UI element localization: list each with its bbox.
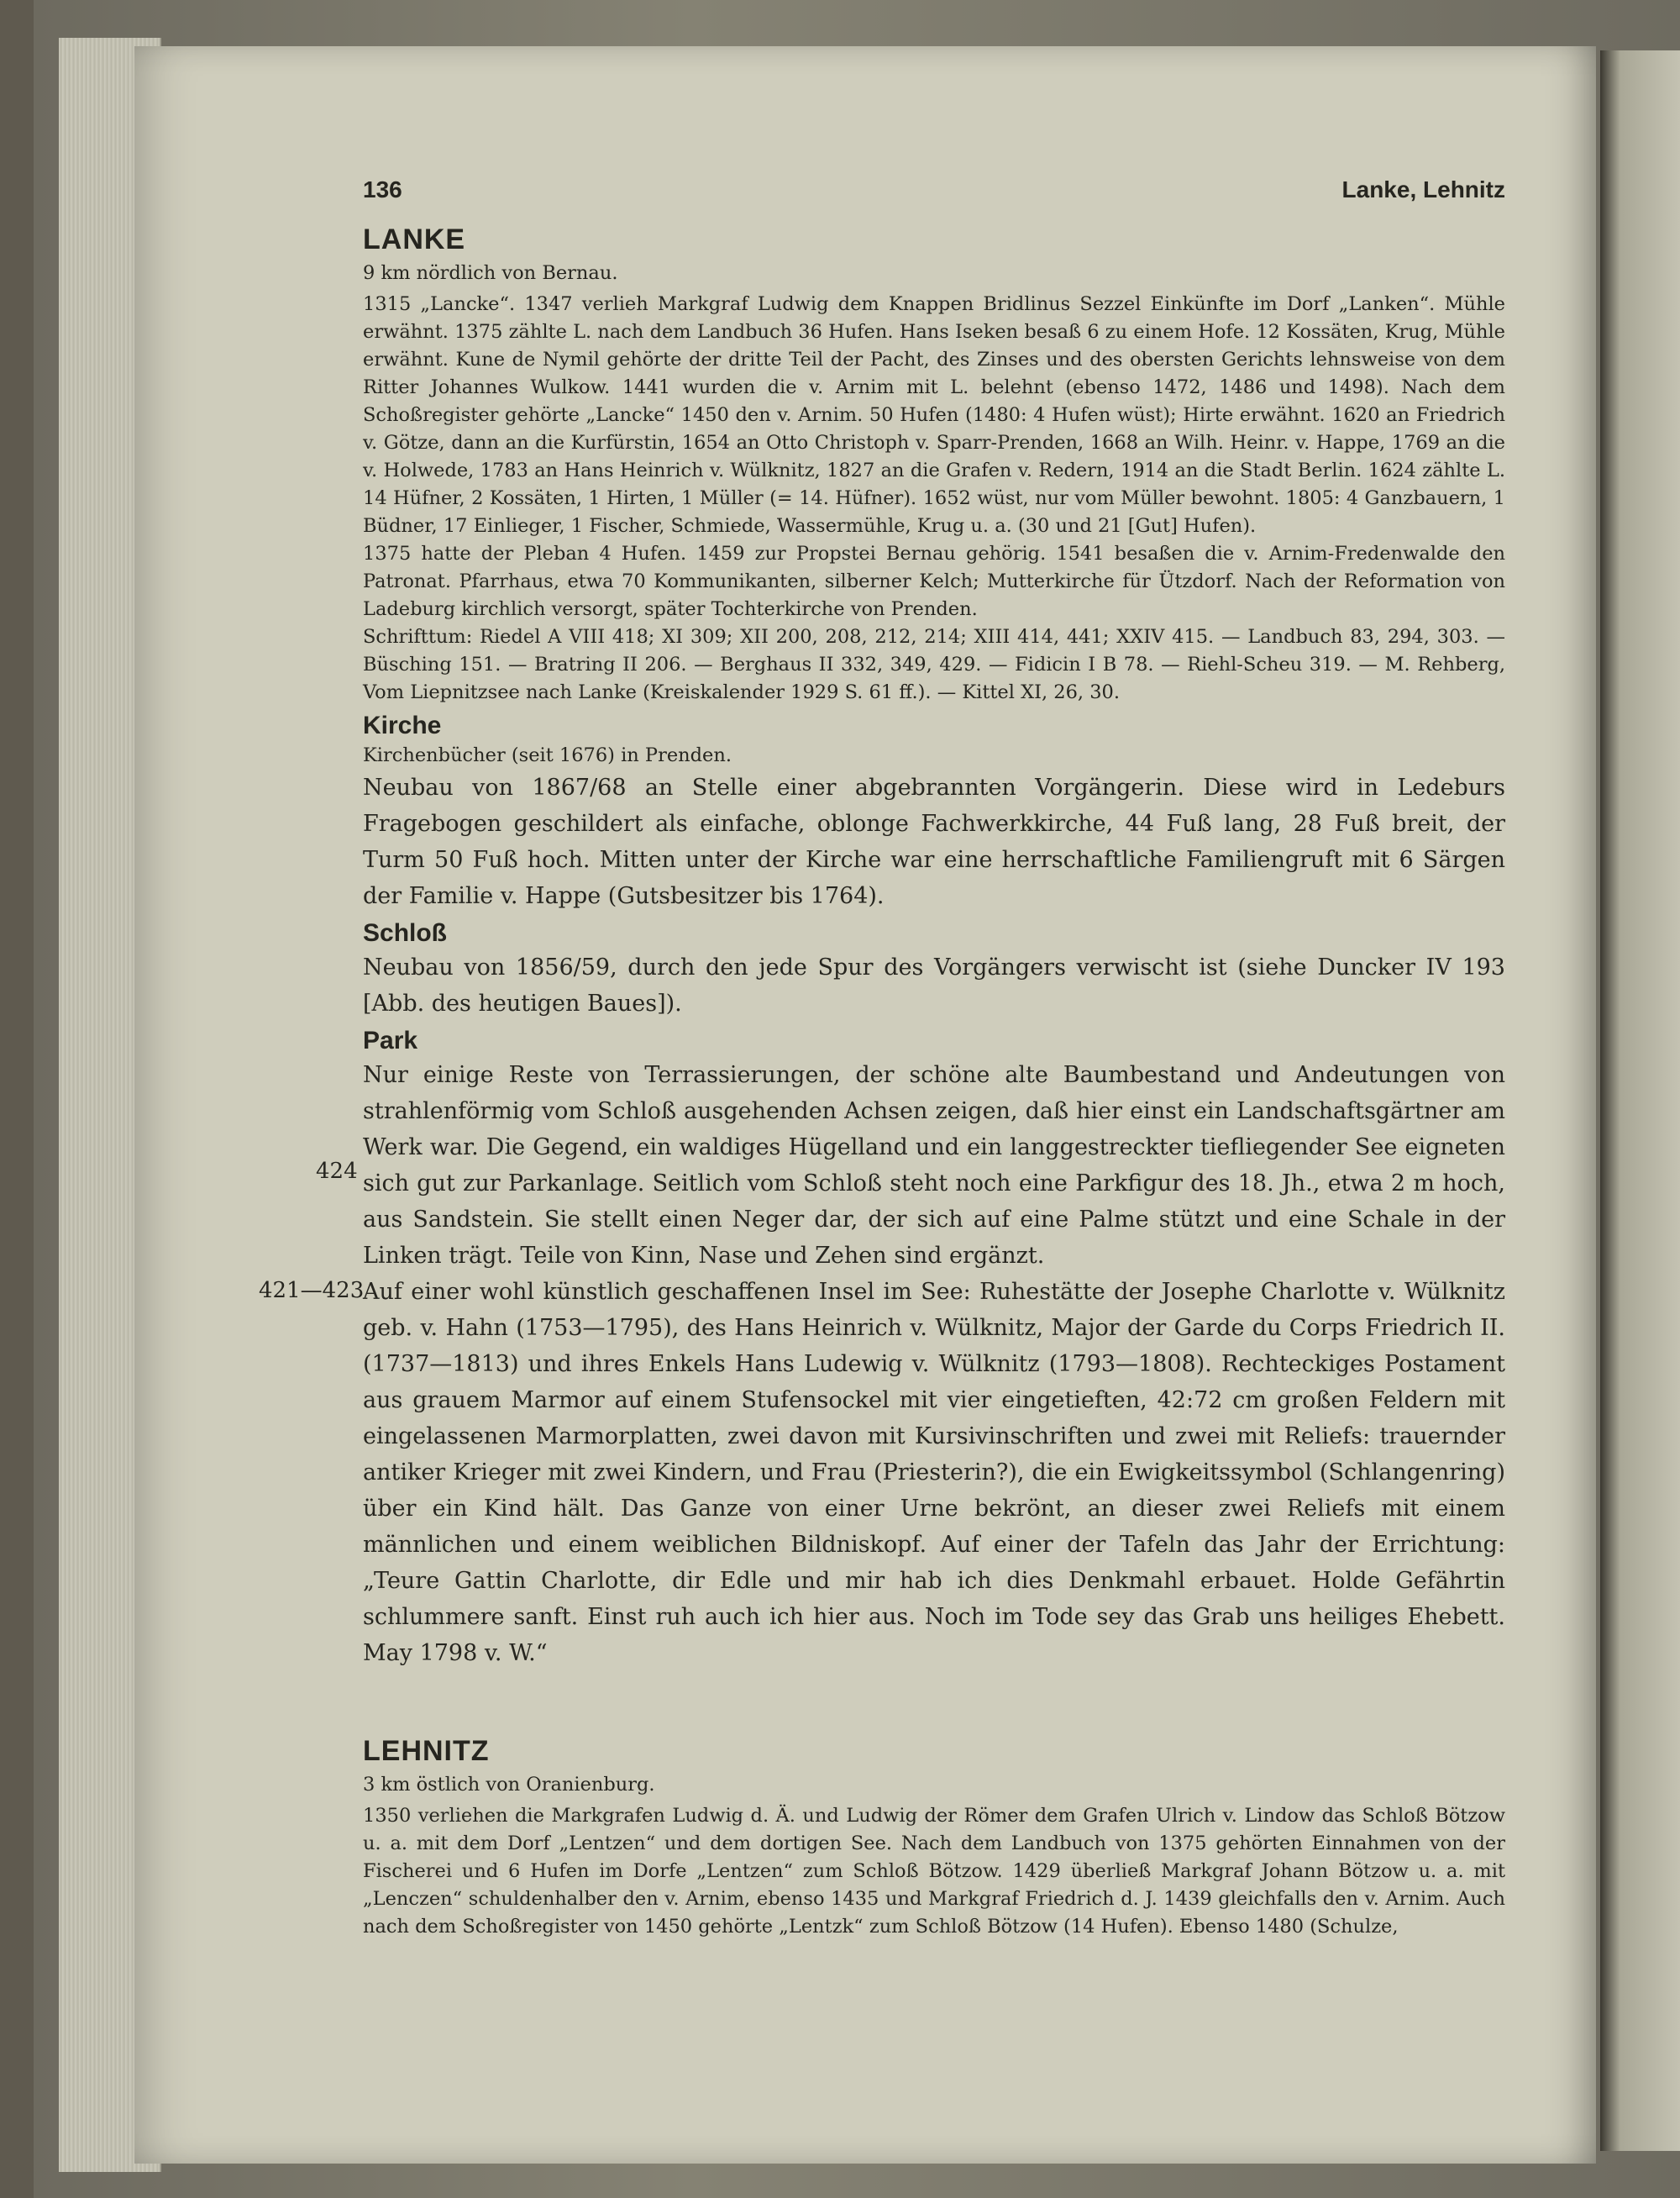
section-kirche [363, 712, 1505, 914]
kirche-text: Neubau von 1867/68 an Stelle einer abgebrannten Vorgängerin. Diese wird in Ledeburs Fragebogen geschildert als einfache, oblonge Fachwerkkirche, 44 Fuß lang, 28 Fuß breit, der Turm 50 Fuß hoch. Mitten unter der Kirche war eine herrschaftliche Familiengruft mit 6 Särgen der Familie v. Happe (Gutsbesitzer bis 1764). [363, 775, 1505, 909]
page-content [259, 176, 1505, 1941]
lanke-church-history: 1375 hatte der Pleban 4 Hufen. 1459 zur Propstei Bernau gehörig. 1541 besaßen die v. Arnim-Fredenwalde den Patronat. Pfarrhaus, etwa 70 Kommunikanten, silberner Kelch; Mutterkirche für Ützdorf. Nach der Reformation von Ladeburg kirchlich versorgt, später Tochterkirche von Prenden. [363, 543, 1505, 620]
section-schloss [363, 919, 1505, 1022]
lanke-location: 9 km nördlich von Bernau. [363, 262, 618, 284]
kirche-heading: Kirche [363, 712, 442, 739]
lanke-heading: LANKE [363, 223, 466, 255]
lehnitz-history: 1350 verliehen die Markgrafen Ludwig d. Ä. und Ludwig der Römer dem Grafen Ulrich v. Lindow das Schloß Bötzow u. a. mit dem Dorf „Lentzen“ und dem dortigen See. Nach dem Landbuch von 1375 gehörten Einnahmen von der Fischerei und 6 Hufen im Dorfe „Lentzen“ zum Schloß Bötzow. 1429 überließ Markgraf Johann Bötzow u. a. mit „Lenczen“ schuldenhalber den v. Arnim, ebenso 1435 und Markgraf Friedrich d. J. 1439 gleichfalls den v. Arnim. Auch nach dem Schoßregister von 1450 gehörte „Lentzk“ zum Schloß Bötzow (14 Hufen). Ebenso 1480 (Schulze, [363, 1805, 1505, 1938]
lanke-history: 1315 „Lancke“. 1347 verlieh Markgraf Ludwig dem Knappen Bridlinus Sezzel Einkünfte im Dorf „Lanken“. Mühle erwähnt. 1375 zählte L. nach dem Landbuch 36 Hufen. Hans Iseken besaß 6 zu einem Hofe. 12 Kossäten, Krug, Mühle erwähnt. Kune de Nymil gehörte der dritte Teil der Pacht, des Zinses und des obersten Gerichts lehnsweise von dem Ritter Johannes Wulkow. 1441 wurden die v. Arnim mit L. belehnt (ebenso 1472, 1486 und 1498). Nach dem Schoßregister gehörte „Lancke“ 1450 den v. Arnim. 50 Hufen (1480: 4 Hufen wüst); Hirte erwähnt. 1620 an Friedrich v. Götze, dann an die Kurfürstin, 1654 an Otto Christoph v. Sparr-Prenden, 1668 an Wilh. Heinr. v. Happe, 1769 an die v. Holwede, 1783 an Hans Heinrich v. Wülknitz, 1827 an die Grafen v. Redern, 1914 an die Stadt Berlin. 1624 zählte L. 14 Hüfner, 2 Kossäten, 1 Hirten, 1 Müller (= 14. Hüfner). 1652 wüst, nur vom Müller bewohnt. 1805: 4 Ganzbauern, 1 Büdner, 17 Einlieger, 1 Fischer, Schmiede, Wassermühle, Krug u. a. (30 und 21 [Gut] Hufen). [363, 293, 1505, 537]
section-park [259, 1027, 1505, 1671]
park-paragraph-2-wrap [259, 1274, 1505, 1671]
park-heading: Park [363, 1027, 418, 1054]
park-text-2: Auf einer wohl künstlich geschaffenen Insel im See: Ruhestätte der Josephe Charlotte v. Wülknitz geb. v. Hahn (1753—1795), des Hans Heinrich v. Wülknitz, Major der Garde du Corps Friedrich II. (1737—1813) und ihres Enkels Hans Ludewig v. Wülknitz (1793—1808). Rechteckiges Postament aus grauem Marmor auf einem Stufensockel mit vier eingetieften, 42:72 cm großen Feldern mit eingelassenen Marmorplatten, zwei davon mit Kursivinschriften und zwei mit Reliefs: trauernder antiker Krieger mit zwei Kindern, und Frau (Priesterin?), die ein Ewigkeitssymbol (Schlangenring) über ein Kind hält. Das Ganze von einer Urne bekrönt, an dieser zwei Reliefs mit einem männlichen und einem weiblichen Bildniskopf. Auf einer der Tafeln das Jahr der Errichtung: „Teure Gattin Charlotte, dir Edle und mir hab ich dies Denkmahl erbauet. Holde Gefährtin schlummere sanft. Einst ruh auch ich hier aus. Noch im Tode sey das Grab uns heiliges Ehebett. May 1798 v. W.“ [363, 1279, 1505, 1666]
schloss-text: Neubau von 1856/59, durch den jede Spur des Vorgängers verwischt ist (siehe Duncker IV 193 [Abb. des heutigen Baues]). [363, 954, 1505, 1017]
park-text-1: Nur einige Reste von Terrassierungen, der schöne alte Baumbestand und Andeutungen von strahlenförmig vom Schloß ausgehenden Achsen zeigen, daß hier einst ein Landschaftsgärtner am Werk war. Die Gegend, ein waldiges Hügelland und ein langgestreckter tiefliegender See eigneten sich gut zur Parkanlage. Seitlich vom Schloß steht noch eine Parkfigur des 18. Jh., etwa 2 m hoch, aus Sandstein. Sie stellt einen Neger dar, der sich auf eine Palme stützt und eine Schale in der Linken trägt. Teile von Kinn, Nase und Zehen sind ergänzt. [363, 1062, 1505, 1269]
lehnitz-heading: LEHNITZ [363, 1735, 490, 1767]
schloss-heading: Schloß [363, 919, 448, 947]
margin-reference-424: 424 [316, 1159, 358, 1184]
running-head [363, 176, 1505, 213]
facing-page-edge [1600, 50, 1680, 2151]
running-title: Lanke, Lehnitz [1341, 176, 1505, 202]
margin-reference-421-423: 421—423 [259, 1278, 365, 1303]
page-number: 136 [363, 176, 402, 202]
lehnitz-location: 3 km östlich von Oranienburg. [363, 1774, 655, 1796]
section-lehnitz [363, 1735, 1505, 1941]
park-paragraph-1-wrap [316, 1057, 1505, 1274]
lanke-literature: Schrifttum: Riedel A VIII 418; XI 309; XII 200, 208, 212, 214; XIII 414, 441; XXIV 415. — Landbuch 83, 294, 303. — Büsching 151. — Bratring II 206. — Berghaus II 332, 349, 429. — Fidicin I B 78. — Riehl-Scheu 319. — M. Rehberg, Vom Liepnitzsee nach Lanke (Kreiskalender 1929 S. 61 ff.). — Kittel XI, 26, 30. [363, 626, 1505, 703]
section-lanke [363, 223, 1505, 707]
kirche-books: Kirchenbücher (seit 1676) in Prenden. [363, 744, 732, 766]
